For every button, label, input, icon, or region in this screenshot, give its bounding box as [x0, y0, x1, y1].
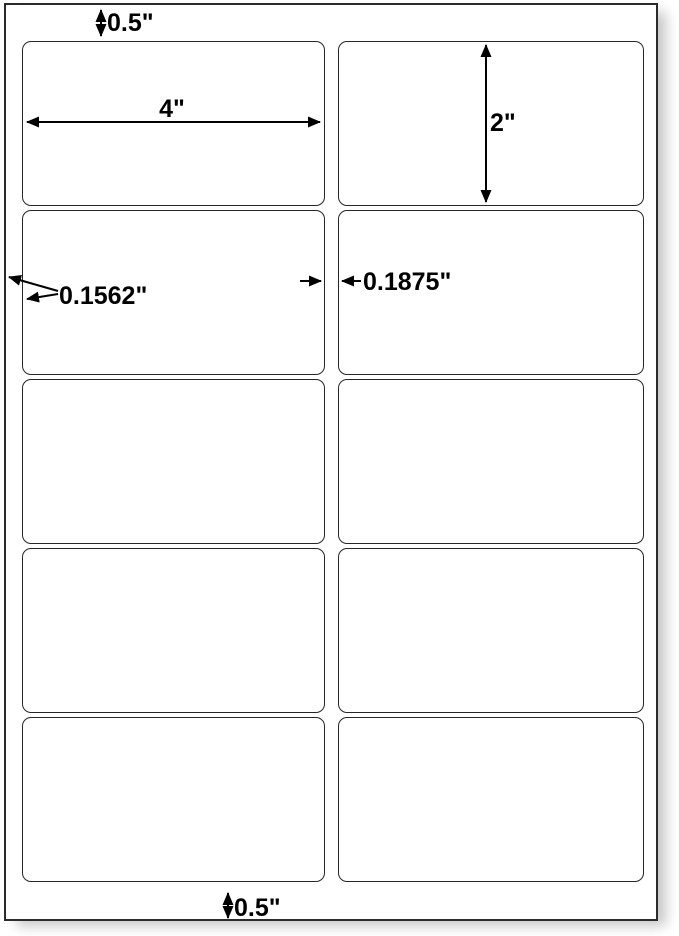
label-cell: [22, 379, 325, 544]
top-margin-value: 0.5": [107, 9, 154, 37]
bottom-margin-value: 0.5": [234, 894, 281, 922]
label-cell: [22, 548, 325, 713]
label-cell: [338, 548, 644, 713]
label-cell: [338, 210, 644, 375]
label-cell: [338, 41, 644, 206]
label-width-value: 4": [159, 95, 185, 123]
label-cell: [22, 717, 325, 882]
label-cell: [338, 379, 644, 544]
label-cell: [338, 717, 644, 882]
label-height-value: 2": [490, 109, 516, 137]
side-margin-value: 0.1562": [59, 282, 148, 310]
column-gap-value: 0.1875": [363, 268, 452, 296]
label-cell: [22, 210, 325, 375]
label-cell: [22, 41, 325, 206]
